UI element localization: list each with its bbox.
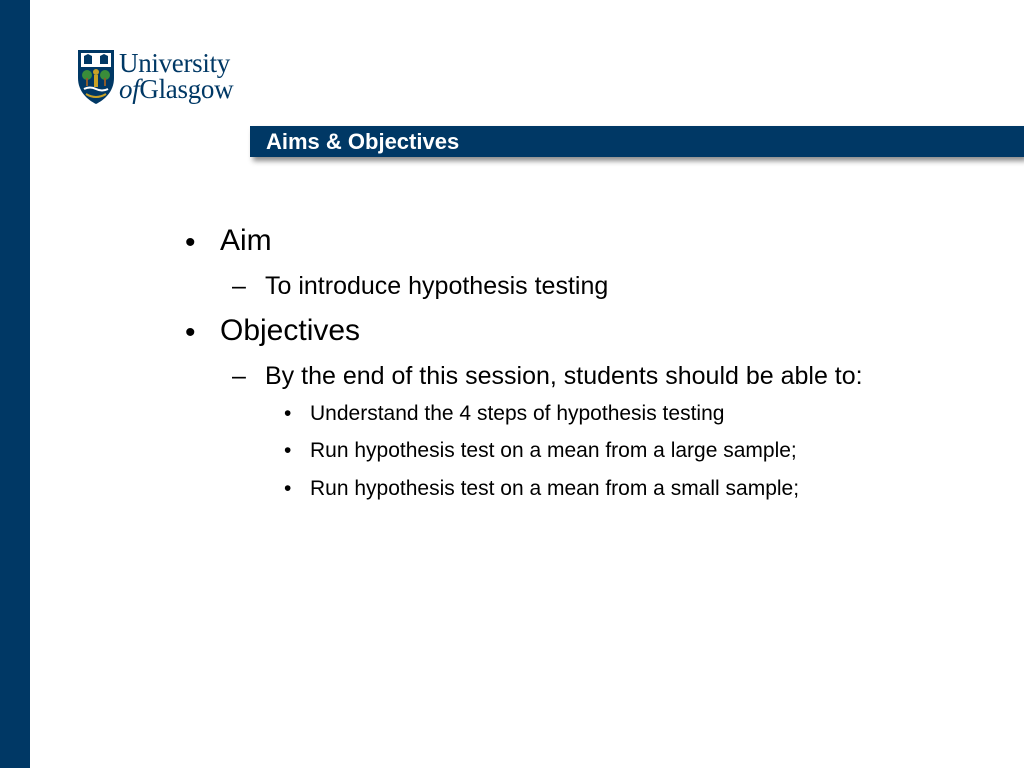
- slide-title-bar: [250, 126, 1024, 157]
- logo-of: of: [119, 74, 140, 104]
- logo-line-glasgow: [119, 76, 233, 103]
- slide-title: Aims & Objectives: [266, 129, 460, 154]
- bullet-objectives: Objectives: [220, 314, 361, 347]
- crest-icon: [76, 48, 116, 106]
- sub-sub-bullet-marker: •: [284, 439, 292, 462]
- university-logo: [76, 48, 256, 106]
- sub-bullet-marker: –: [232, 272, 246, 300]
- sub-sub-bullet-marker: •: [284, 402, 292, 425]
- sub-bullet-objectives-intro: By the end of this session, students should be able to:: [265, 362, 863, 390]
- sub-sub-bullet-marker: •: [284, 477, 292, 500]
- objective-item-2: Run hypothesis test on a mean from a large sample;: [310, 439, 797, 462]
- left-accent-bar: [0, 0, 30, 768]
- objective-item-1: Understand the 4 steps of hypothesis testing: [310, 402, 725, 425]
- objective-item-3: Run hypothesis test on a mean from a small sample;: [310, 477, 800, 500]
- bullet-marker: •: [185, 316, 196, 349]
- logo-glasgow: Glasgow: [139, 74, 234, 104]
- bullet-marker: •: [185, 226, 196, 259]
- bullet-aim: Aim: [220, 224, 272, 257]
- sub-bullet-marker: –: [232, 362, 246, 390]
- sub-bullet-aim-detail: To introduce hypothesis testing: [265, 272, 609, 300]
- logo-line-university: University: [119, 48, 230, 78]
- logo-wordmark: [119, 50, 233, 103]
